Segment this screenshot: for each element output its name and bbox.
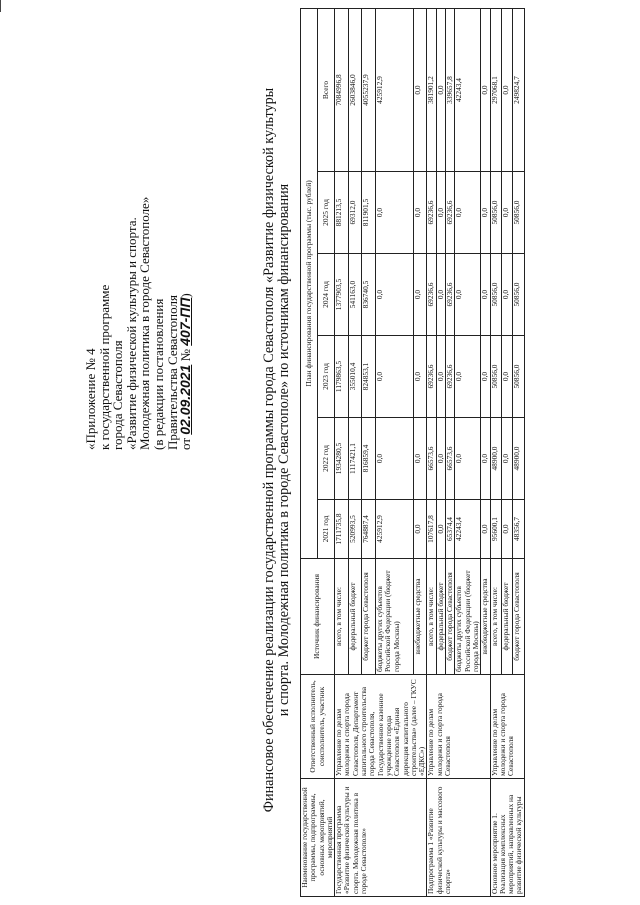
funding-source-cell: бюджет города Севастополя [362, 559, 376, 675]
year-value-cell: 811901,5 [362, 172, 376, 254]
document-title [262, 15, 292, 885]
year-value-cell: 0,0 [375, 172, 413, 254]
total-value-cell: 42243,4 [455, 8, 481, 171]
executor-cell: Управление по делам молодежи и спорта города Севастополя, Департамент капитального строительства города Севастополя, Государственное казенное учреждение города Севастополя «Единая дирекция капитального строительства» (далее – ГКУС «ЕДКС») [335, 675, 427, 779]
appendix-header [84, 130, 193, 450]
year-value-cell: 69236,6 [446, 254, 455, 336]
year-value-cell: 0,0 [455, 418, 481, 500]
year-value-cell: 0,0 [501, 336, 512, 418]
funding-source-cell: всего, в том числе: [490, 559, 501, 675]
total-value-cell: 0,0 [436, 8, 445, 171]
year-value-cell: 0,0 [455, 254, 481, 336]
year-value-cell: 50856,0 [513, 172, 524, 254]
year-value-cell: 881213,5 [335, 172, 349, 254]
table-header-row [301, 8, 318, 896]
year-value-cell: 0,0 [436, 418, 445, 500]
year-value-cell: 0,0 [413, 254, 427, 336]
year-value-cell: 50856,0 [513, 336, 524, 418]
table-row [335, 8, 349, 896]
funding-source-cell: федеральный бюджет [501, 559, 512, 675]
funding-source-cell: бюджет города Севастополя [513, 559, 524, 675]
year-value-cell: 69236,6 [427, 336, 436, 418]
header-year: 2021 год [318, 500, 335, 559]
year-value-cell: 0,0 [413, 418, 427, 500]
header-funding-source: Источник финансирования [301, 559, 335, 675]
year-value-cell: 0,0 [436, 172, 445, 254]
year-value-cell: 1117421,1 [348, 418, 362, 500]
year-value-cell: 0,0 [413, 336, 427, 418]
year-value-cell: 541163,0 [348, 254, 362, 336]
year-value-cell: 0,0 [501, 418, 512, 500]
year-value-cell: 0,0 [481, 336, 490, 418]
header-total: Всего [318, 8, 335, 171]
total-value-cell: 425912,9 [375, 8, 413, 171]
total-value-cell: 0,0 [413, 8, 427, 171]
year-value-cell: 824853,1 [362, 336, 376, 418]
year-value-cell: 0,0 [481, 418, 490, 500]
year-value-cell: 95600,1 [490, 500, 501, 559]
year-value-cell: 66573,6 [427, 418, 436, 500]
year-value-cell: 0,0 [501, 172, 512, 254]
year-value-cell: 836740,5 [362, 254, 376, 336]
signature-number: 407-ПП [177, 297, 194, 346]
appendix-line: «Развитие физической культуры и спорта. [123, 217, 139, 450]
year-value-cell: 42243,4 [455, 500, 481, 559]
year-value-cell: 69312,0 [348, 172, 362, 254]
year-value-cell: 355010,4 [348, 336, 362, 418]
year-value-cell: 0,0 [481, 172, 490, 254]
year-value-cell: 425912,9 [375, 500, 413, 559]
year-value-cell: 48900,0 [513, 418, 524, 500]
year-value-cell: 1377903,5 [335, 254, 349, 336]
executor-cell: Управление по делам молодежи и спорта города Севастополя [490, 675, 524, 779]
year-value-cell: 69236,6 [427, 172, 436, 254]
header-executor: Ответственный исполнитель, соисполнитель, участник [301, 675, 335, 779]
header-financing-plan: План финансирования государственной программы (тыс. рублей) [301, 8, 318, 558]
year-value-cell: 50856,0 [490, 172, 501, 254]
year-value-cell: 0,0 [436, 500, 445, 559]
executor-cell: Управление по делам молодежи и спорта города Севастополя [427, 675, 490, 779]
appendix-line: (в редакции постановления [150, 298, 166, 450]
year-value-cell: 0,0 [455, 172, 481, 254]
year-value-cell: 0,0 [436, 336, 445, 418]
funding-source-cell: бюджеты других субъектов Российской Федерации (бюджет города Москвы) [455, 559, 481, 675]
year-value-cell: 0,0 [501, 500, 512, 559]
appendix-line: Правительства Севастополя [164, 295, 180, 450]
year-value-cell: 0,0 [413, 172, 427, 254]
year-value-cell: 50856,0 [490, 336, 501, 418]
title-line-2: и спорта. Молодежная политика в городе Севастополе» по источникам финансирования [276, 183, 292, 717]
funding-source-cell: бюджет города Севастополя [446, 559, 455, 675]
header-year: 2023 год [318, 336, 335, 418]
year-value-cell: 69236,6 [446, 336, 455, 418]
year-value-cell: 0,0 [375, 254, 413, 336]
year-value-cell: 0,0 [501, 254, 512, 336]
year-value-cell: 48356,7 [513, 500, 524, 559]
program-name-cell: Подпрограмма 1 «Развитие физической культуры и массового спорта» [427, 779, 490, 897]
funding-source-cell: внебюджетные средства [481, 559, 490, 675]
total-value-cell: 249824,7 [513, 8, 524, 171]
year-value-cell: 1934280,5 [335, 418, 349, 500]
year-value-cell: 0,0 [481, 500, 490, 559]
appendix-line: к государственной программе [96, 284, 112, 450]
year-value-cell: 107617,8 [427, 500, 436, 559]
header-year: 2024 год [318, 254, 335, 336]
year-value-cell: 48900,0 [490, 418, 501, 500]
total-value-cell: 7084996,8 [335, 8, 349, 171]
funding-source-cell: бюджеты других субъектов Российской Федерации (бюджет города Москвы) [375, 559, 413, 675]
year-value-cell: 69236,6 [446, 172, 455, 254]
title-line-1: Финансовое обеспечение реализации государственной программы города Севастополя «Развитие физической культуры [261, 87, 277, 813]
funding-source-cell: федеральный бюджет [436, 559, 445, 675]
header-year: 2022 год [318, 418, 335, 500]
year-value-cell: 0,0 [413, 500, 427, 559]
year-value-cell: 50856,0 [513, 254, 524, 336]
total-value-cell: 381901,2 [427, 8, 436, 171]
year-value-cell: 0,0 [481, 254, 490, 336]
appendix-line: города Севастополя [110, 340, 126, 450]
total-value-cell: 0,0 [481, 8, 490, 171]
year-value-cell: 520993,5 [348, 500, 362, 559]
year-value-cell: 50856,0 [490, 254, 501, 336]
total-value-cell: 297068,1 [490, 8, 501, 171]
signature-number-label: № [178, 349, 194, 362]
appendix-line: Молодежная политика в городе Севастополе» [137, 196, 153, 450]
year-value-cell: 0,0 [455, 336, 481, 418]
program-name-cell: Основное мероприятие 1. Реализация комплексных мероприятий, направленных на развитие физической культуры [490, 779, 524, 897]
funding-source-cell: федеральный бюджет [348, 559, 362, 675]
year-value-cell: 65374,4 [446, 500, 455, 559]
year-value-cell: 816859,4 [362, 418, 376, 500]
program-name-cell: Государственная программа «Развитие физической культуры и спорта. Молодежная политика в городе Севастополе» [335, 779, 427, 897]
signature-date: 02.09.2021 [177, 364, 194, 435]
table-row [427, 8, 436, 896]
signature-line [179, 130, 193, 450]
signature-prefix: от [178, 437, 194, 450]
total-value-cell: 0,0 [501, 8, 512, 171]
financing-table [300, 8, 525, 897]
year-value-cell: 1179863,5 [335, 336, 349, 418]
year-value-cell: 1711735,8 [335, 500, 349, 559]
year-value-cell: 0,0 [375, 418, 413, 500]
header-program-name: Наименование государственной программы, подпрограммы, основных мероприятий, мероприятий [301, 779, 335, 897]
total-value-cell: 4055237,9 [362, 8, 376, 171]
header-year: 2025 год [318, 172, 335, 254]
year-value-cell: 764887,4 [362, 500, 376, 559]
funding-source-cell: всего, в том числе: [427, 559, 436, 675]
funding-source-cell: внебюджетные средства [413, 559, 427, 675]
total-value-cell: 339657,8 [446, 8, 455, 171]
signature-suffix: ) [178, 293, 194, 298]
year-value-cell: 0,0 [375, 336, 413, 418]
year-value-cell: 66573,6 [446, 418, 455, 500]
total-value-cell: 2603846,0 [348, 8, 362, 171]
appendix-line: «Приложение № 4 [83, 348, 98, 450]
year-value-cell: 0,0 [436, 254, 445, 336]
year-value-cell: 69236,6 [427, 254, 436, 336]
table-body [335, 8, 525, 896]
table-row [490, 8, 501, 896]
funding-source-cell: всего, в том числе: [335, 559, 349, 675]
